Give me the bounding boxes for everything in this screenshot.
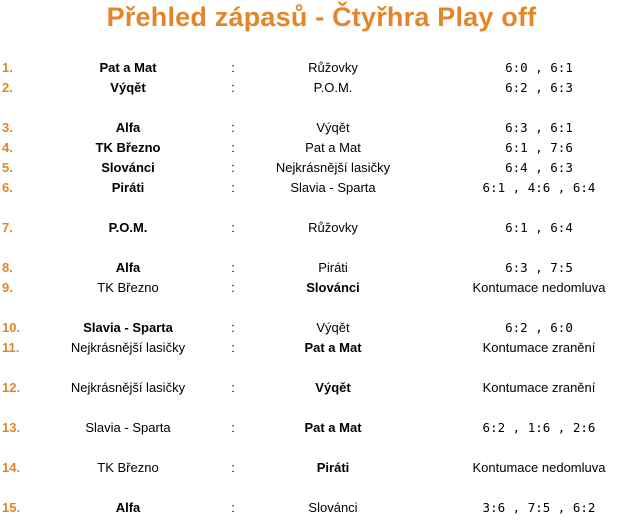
away-team: P.O.M.	[313, 80, 353, 95]
match-number: 8.	[2, 260, 13, 275]
match-row	[0, 119, 643, 137]
match-row	[0, 339, 643, 357]
home-team: Slovánci	[101, 160, 155, 175]
match-number: 9.	[2, 280, 13, 295]
match-number: 1.	[2, 60, 13, 75]
match-number: 2.	[2, 80, 13, 95]
match-number: 12.	[2, 380, 21, 395]
home-team: Slavia - Sparta	[85, 420, 171, 435]
home-team: TK Březno	[97, 280, 159, 295]
versus-separator: :	[231, 380, 235, 395]
away-team: Slovánci	[306, 280, 360, 295]
match-number: 15.	[2, 500, 21, 515]
versus-separator: :	[231, 160, 235, 175]
match-row	[0, 159, 643, 177]
match-row	[0, 59, 643, 77]
home-team: Pat a Mat	[99, 60, 157, 75]
home-team: P.O.M.	[108, 220, 148, 235]
away-team: Výqět	[316, 120, 350, 135]
match-number: 13.	[2, 420, 21, 435]
match-number: 10.	[2, 320, 21, 335]
away-team: Pat a Mat	[305, 140, 361, 155]
versus-separator: :	[231, 80, 235, 95]
match-number: 7.	[2, 220, 13, 235]
match-score: 6:2 , 6:3	[505, 80, 573, 95]
away-team: Piráti	[318, 260, 348, 275]
match-row	[0, 179, 643, 197]
versus-separator: :	[231, 420, 235, 435]
match-number: 5.	[2, 160, 13, 175]
away-team: Pat a Mat	[304, 420, 362, 435]
away-team: Slavia - Sparta	[290, 180, 376, 195]
home-team: Slavia - Sparta	[83, 320, 173, 335]
match-row	[0, 259, 643, 277]
match-score: 6:1 , 7:6	[505, 140, 573, 155]
match-number: 6.	[2, 180, 13, 195]
away-team: Piráti	[316, 460, 350, 475]
match-row	[0, 139, 643, 157]
home-team: Nejkrásnější lasičky	[70, 340, 186, 355]
match-score: 6:1 , 4:6 , 6:4	[482, 180, 596, 195]
match-row	[0, 419, 643, 437]
match-row	[0, 279, 643, 297]
match-score: Kontumace nedomluva	[472, 280, 606, 295]
home-team: Alfa	[115, 120, 141, 135]
page-title: Přehled zápasů - Čtyřhra Play off	[106, 2, 537, 32]
away-team: Pat a Mat	[304, 340, 362, 355]
match-score: 6:3 , 6:1	[505, 120, 573, 135]
home-team: Piráti	[111, 180, 145, 195]
match-score: 6:0 , 6:1	[505, 60, 573, 75]
versus-separator: :	[231, 220, 235, 235]
match-score: 6:2 , 1:6 , 2:6	[482, 420, 596, 435]
match-score: 6:2 , 6:0	[505, 320, 573, 335]
match-score: 6:1 , 6:4	[505, 220, 573, 235]
versus-separator: :	[231, 280, 235, 295]
match-number: 11.	[2, 340, 20, 355]
match-score: 3:6 , 7:5 , 6:2	[482, 500, 596, 515]
match-number: 14.	[2, 460, 21, 475]
versus-separator: :	[231, 320, 235, 335]
versus-separator: :	[231, 180, 235, 195]
versus-separator: :	[231, 120, 235, 135]
away-team: Růžovky	[308, 220, 358, 235]
home-team: Alfa	[115, 500, 141, 515]
away-team: Růžovky	[308, 60, 358, 75]
versus-separator: :	[231, 260, 235, 275]
match-row	[0, 499, 643, 517]
match-row	[0, 379, 643, 397]
versus-separator: :	[231, 460, 235, 475]
match-score: Kontumace zranění	[482, 340, 596, 355]
versus-separator: :	[231, 340, 235, 355]
home-team: TK Březno	[97, 460, 159, 475]
match-row	[0, 79, 643, 97]
home-team: Výqět	[110, 80, 146, 95]
versus-separator: :	[231, 140, 235, 155]
match-row	[0, 459, 643, 477]
away-team: Slovánci	[308, 500, 358, 515]
match-number: 4.	[2, 140, 13, 155]
versus-separator: :	[231, 500, 235, 515]
match-row	[0, 219, 643, 237]
home-team: Alfa	[115, 260, 141, 275]
match-score: 6:3 , 7:5	[505, 260, 573, 275]
away-team: Výqět	[316, 320, 350, 335]
home-team: Nejkrásnější lasičky	[70, 380, 186, 395]
away-team: Nejkrásnější lasičky	[275, 160, 391, 175]
away-team: Výqět	[315, 380, 351, 395]
match-number: 3.	[2, 120, 13, 135]
match-score: Kontumace zranění	[482, 380, 596, 395]
home-team: TK Březno	[95, 140, 161, 155]
versus-separator: :	[231, 60, 235, 75]
match-row	[0, 319, 643, 337]
match-score: Kontumace nedomluva	[472, 460, 606, 475]
match-score: 6:4 , 6:3	[505, 160, 573, 175]
